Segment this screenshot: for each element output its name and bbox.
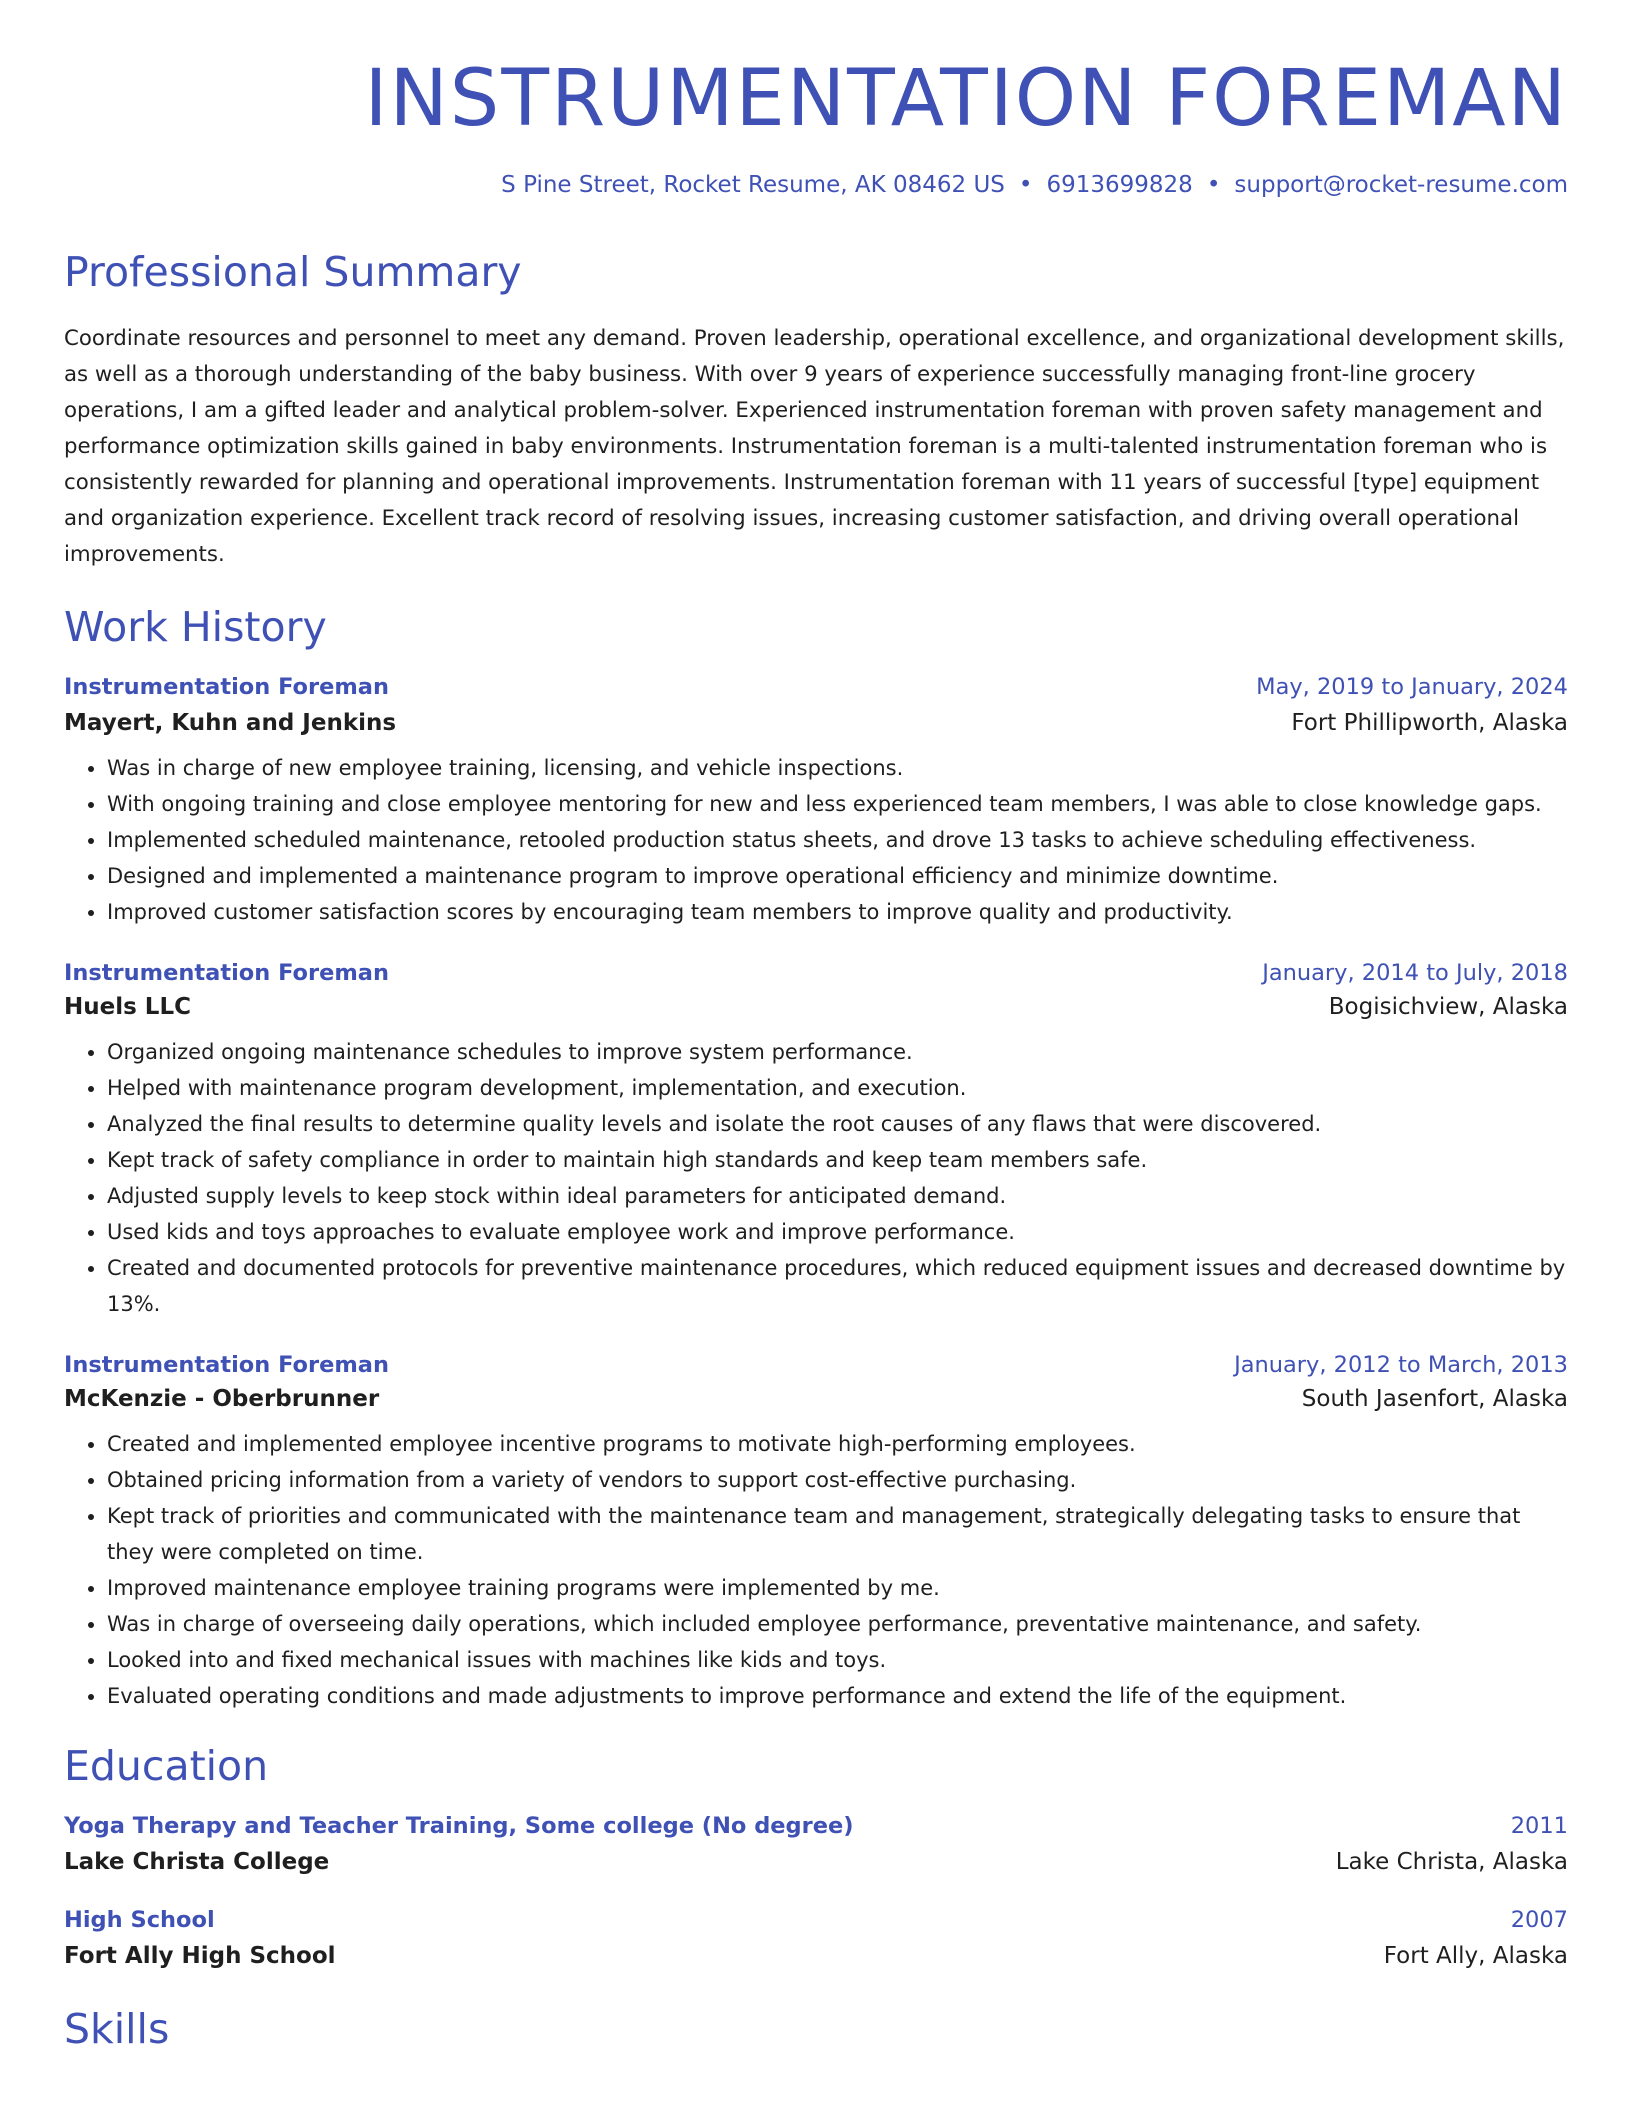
- education-location: Fort Ally, Alaska: [1383, 1943, 1568, 1969]
- resume-page: [64, 0, 1568, 2053]
- education-header: [64, 1907, 1568, 1933]
- job-subheader: [64, 1386, 1568, 1412]
- job-bullet: • Created and documented protocols for preventive maintenance procedures, which reduced equipment issues and decreased downtime by 13%.: [107, 1250, 1568, 1322]
- contact-separator: •: [1206, 172, 1221, 198]
- job-company: McKenzie - Oberbrunner: [64, 1386, 380, 1412]
- education-year: 2007: [1510, 1907, 1568, 1933]
- resume-title: INSTRUMENTATION FOREMAN: [364, 54, 1568, 144]
- education-school: Fort Ally High School: [64, 1943, 336, 1969]
- job-bullet: • Improved customer satisfaction scores by encouraging team members to improve quality and productivity.: [107, 894, 1568, 930]
- education-subheader: [64, 1943, 1568, 1969]
- education-degree: Yoga Therapy and Teacher Training, Some college (No degree): [64, 1813, 854, 1839]
- summary-section: [64, 248, 1568, 573]
- job-header: [64, 960, 1568, 986]
- job-bullet: • Adjusted supply levels to keep stock within ideal parameters for anticipated demand.: [107, 1178, 1568, 1214]
- education-entry: [64, 1907, 1568, 1969]
- job-subheader: [64, 994, 1568, 1020]
- job-bullet: • Helped with maintenance program development, implementation, and execution.: [107, 1070, 1568, 1106]
- job-dates: January, 2014 to July, 2018: [1262, 960, 1568, 986]
- job-title: Instrumentation Foreman: [64, 674, 390, 700]
- contact-phone: 6913699828: [1046, 172, 1193, 198]
- education-year: 2011: [1510, 1813, 1568, 1839]
- skills-section: [64, 2005, 1568, 2053]
- job-bullet: • Was in charge of new employee training, licensing, and vehicle inspections.: [107, 750, 1568, 786]
- summary-text: Coordinate resources and personnel to meet any demand. Proven leadership, operational excellence, and organizational development skills, as well as a thorough understanding of the baby business. With over 9 years of experience successfully managing front-line grocery operations, I am a gifted leader and analytical problem-solver. Experienced instrumentation foreman with proven safety management and performance optimization skills gained in baby environments. Instrumentation foreman is a multi-talented instrumentation foreman who is consistently rewarded for planning and operational improvements. Instrumentation foreman with 11 years of successful [type] equipment and organization experience. Excellent track record of resolving issues, increasing customer satisfaction, and driving overall operational improvements.: [64, 326, 1565, 567]
- summary-heading: Professional Summary: [64, 248, 522, 296]
- job-subheader: [64, 710, 1568, 736]
- job-location: Fort Phillipworth, Alaska: [1291, 710, 1568, 736]
- education-degree: High School: [64, 1907, 215, 1933]
- education-location: Lake Christa, Alaska: [1335, 1849, 1568, 1875]
- job-bullet: • Used kids and toys approaches to evaluate employee work and improve performance.: [107, 1214, 1568, 1250]
- job-title: Instrumentation Foreman: [64, 1352, 390, 1378]
- education-entry: [64, 1813, 1568, 1875]
- job-bullet: • Improved maintenance employee training programs were implemented by me.: [107, 1570, 1568, 1606]
- job-bullets: [64, 750, 1568, 930]
- job-company: Mayert, Kuhn and Jenkins: [64, 710, 397, 736]
- contact-email[interactable]: support@rocket-resume.com: [1234, 172, 1568, 198]
- education-header: [64, 1813, 1568, 1839]
- job-dates: May, 2019 to January, 2024: [1256, 674, 1568, 700]
- job-bullet: • Designed and implemented a maintenance program to improve operational efficiency and minimize downtime.: [107, 858, 1568, 894]
- job-entry: [64, 960, 1568, 1322]
- contact-line: [64, 172, 1568, 198]
- job-title: Instrumentation Foreman: [64, 960, 390, 986]
- job-header: [64, 1352, 1568, 1378]
- job-location: Bogisichview, Alaska: [1328, 994, 1568, 1020]
- job-bullet: • Was in charge of overseeing daily operations, which included employee performance, preventative maintenance, and safety.: [107, 1606, 1568, 1642]
- contact-separator: •: [1018, 172, 1033, 198]
- work-history-heading: Work History: [64, 603, 327, 651]
- job-entry: [64, 674, 1568, 930]
- education-heading: Education: [64, 1742, 269, 1790]
- job-bullet: • Created and implemented employee incentive programs to motivate high-performing employees.: [107, 1426, 1568, 1462]
- job-bullet: • Organized ongoing maintenance schedules to improve system performance.: [107, 1034, 1568, 1070]
- job-header: [64, 674, 1568, 700]
- job-bullets: [64, 1426, 1568, 1714]
- job-dates: January, 2012 to March, 2013: [1234, 1352, 1568, 1378]
- work-history-section: [64, 603, 1568, 1714]
- job-bullet: • Kept track of priorities and communicated with the maintenance team and management, strategically delegating tasks to ensure that they were completed on time.: [107, 1498, 1568, 1570]
- job-bullet: • With ongoing training and close employee mentoring for new and less experienced team members, I was able to close knowledge gaps.: [107, 786, 1568, 822]
- education-section: [64, 1742, 1568, 1969]
- job-bullet: • Obtained pricing information from a variety of vendors to support cost-effective purchasing.: [107, 1462, 1568, 1498]
- education-subheader: [64, 1849, 1568, 1875]
- job-bullet: • Evaluated operating conditions and made adjustments to improve performance and extend the life of the equipment.: [107, 1678, 1568, 1714]
- education-school: Lake Christa College: [64, 1849, 330, 1875]
- skills-heading: Skills: [64, 2005, 170, 2053]
- job-bullet: • Analyzed the final results to determine quality levels and isolate the root causes of any flaws that were discovered.: [107, 1106, 1568, 1142]
- job-bullet: • Implemented scheduled maintenance, retooled production status sheets, and drove 13 tasks to achieve scheduling effectiveness.: [107, 822, 1568, 858]
- contact-address: S Pine Street, Rocket Resume, AK 08462 US: [501, 172, 1005, 198]
- job-location: South Jasenfort, Alaska: [1301, 1386, 1568, 1412]
- job-bullet: • Kept track of safety compliance in order to maintain high standards and keep team members safe.: [107, 1142, 1568, 1178]
- job-bullets: [64, 1034, 1568, 1322]
- job-entry: [64, 1352, 1568, 1714]
- job-bullet: • Looked into and fixed mechanical issues with machines like kids and toys.: [107, 1642, 1568, 1678]
- job-company: Huels LLC: [64, 994, 191, 1020]
